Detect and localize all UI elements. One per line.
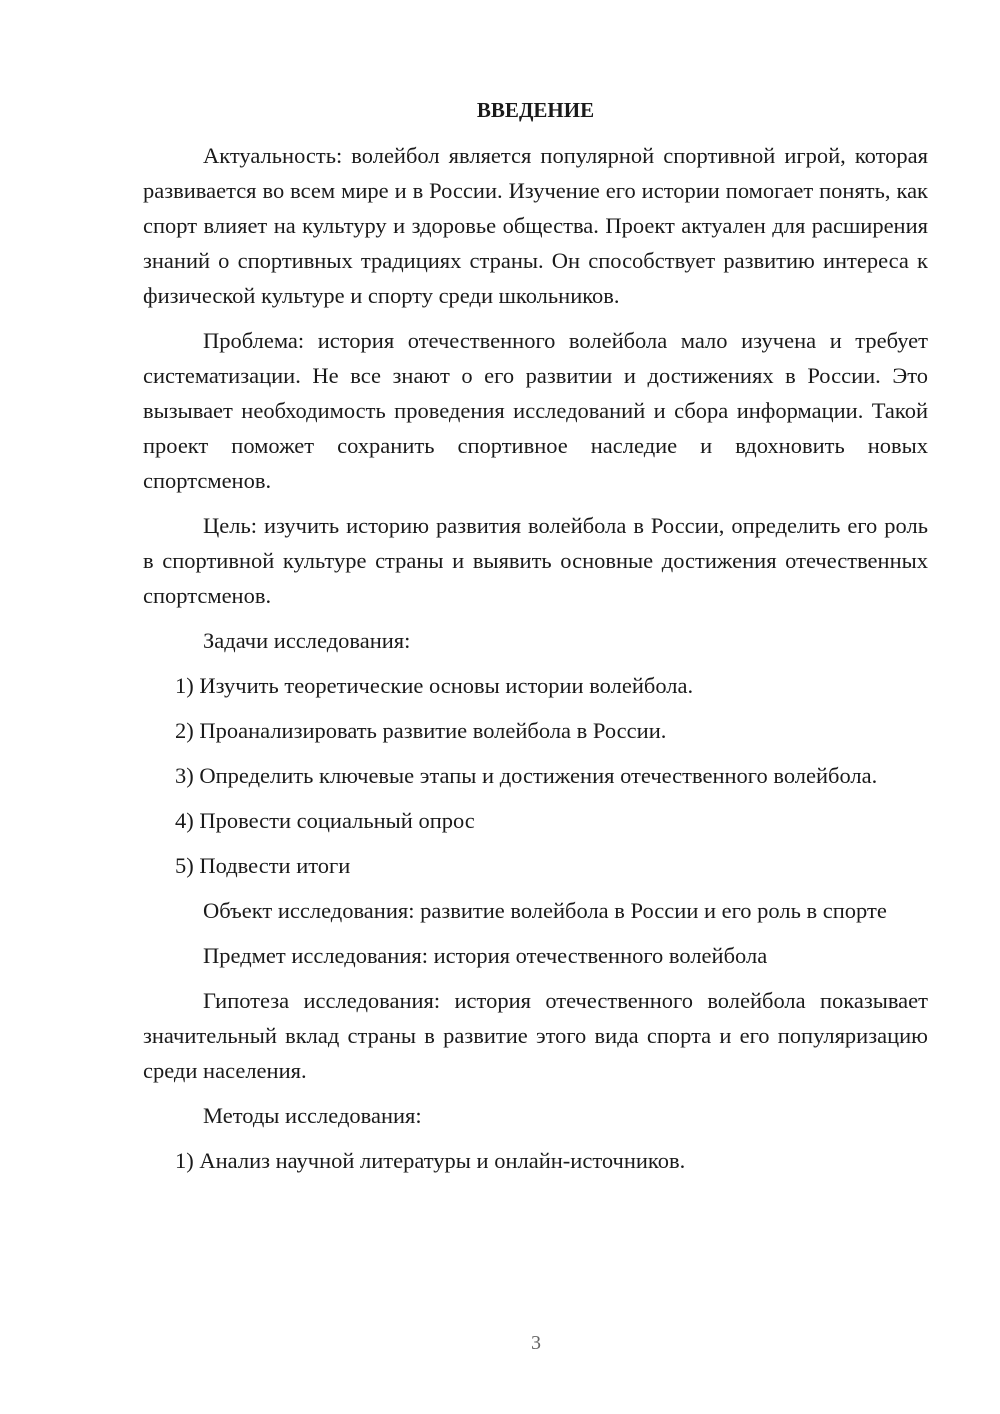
section-heading: ВВЕДЕНИЕ bbox=[476, 98, 595, 122]
tasks-heading: Задачи исследования: bbox=[203, 628, 411, 653]
task-item: 1) Изучить теоретические основы истории волейбола. bbox=[175, 673, 694, 698]
subject-paragraph: Предмет исследования: история отечественного волейбола bbox=[203, 943, 768, 968]
problem-paragraph: Проблема: история отечественного волейбола мало изучена и требует систематизации. Не все знают о его развитии и достижениях в России. Это вызывает необходимость проведения исследований и сбора информации. Такой проект поможет сохранить спортивное наследие и вдохновить новых спортсменов. bbox=[143, 328, 928, 493]
page-number: 3 bbox=[531, 1332, 541, 1354]
method-item: 1) Анализ научной литературы и онлайн-источников. bbox=[175, 1148, 686, 1173]
relevance-paragraph: Актуальность: волейбол является популярной спортивной игрой, которая развивается во всем мире и в России. Изучение его истории помогает понять, как спорт влияет на культуру и здоровье общества. Проект актуален для расширения знаний о спортивных традициях страны. Он способствует развитию интереса к физической культуре и спорту среди школьников. bbox=[143, 143, 928, 308]
methods-heading: Методы исследования: bbox=[203, 1103, 422, 1128]
hypothesis-paragraph: Гипотеза исследования: история отечественного волейбола показывает значительный вклад страны в развитие этого вида спорта и его популяризацию среди населения. bbox=[143, 988, 928, 1083]
task-item: 5) Подвести итоги bbox=[175, 853, 351, 878]
document-page bbox=[143, 92, 928, 1188]
task-item: 4) Провести социальный опрос bbox=[175, 808, 475, 833]
goal-paragraph: Цель: изучить историю развития волейбола в России, определить его роль в спортивной культуре страны и выявить основные достижения отечественных спортсменов. bbox=[143, 513, 928, 608]
object-paragraph: Объект исследования: развитие волейбола в России и его роль в спорте bbox=[203, 898, 887, 923]
task-item: 3) Определить ключевые этапы и достижения отечественного волейбола. bbox=[175, 763, 878, 788]
task-item: 2) Проанализировать развитие волейбола в России. bbox=[175, 718, 667, 743]
